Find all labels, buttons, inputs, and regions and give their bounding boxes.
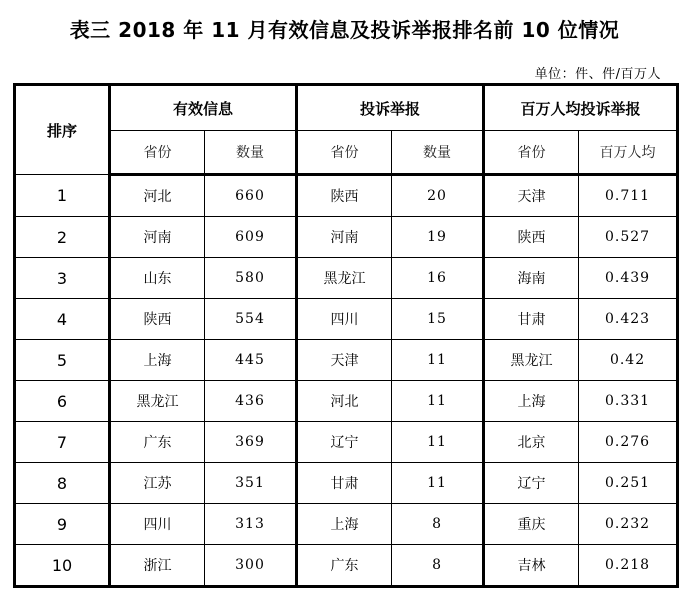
complaint-count-cell: 16 — [392, 258, 484, 299]
ranking-table — [13, 83, 679, 588]
per-million-value-cell: 0.42 — [579, 340, 678, 381]
valid-info-count-cell: 351 — [205, 463, 297, 504]
per-million-value-cell: 0.251 — [579, 463, 678, 504]
per-million-value-cell: 0.423 — [579, 299, 678, 340]
province-header: 省份 — [484, 131, 579, 175]
per-million-province-cell: 黑龙江 — [484, 340, 579, 381]
per-million-header: 百万人均投诉举报 — [484, 85, 678, 131]
rank-header: 排序 — [15, 85, 110, 175]
table-row — [15, 381, 678, 422]
complaint-count-cell: 19 — [392, 217, 484, 258]
per-million-value-cell: 0.439 — [579, 258, 678, 299]
valid-info-header: 有效信息 — [110, 85, 297, 131]
valid-info-province-cell: 山东 — [110, 258, 205, 299]
valid-info-province-cell: 陕西 — [110, 299, 205, 340]
count-header: 数量 — [205, 131, 297, 175]
per-million-province-cell: 重庆 — [484, 504, 579, 545]
complaint-count-cell: 20 — [392, 175, 484, 217]
table-body — [15, 175, 678, 587]
rank-cell: 2 — [15, 217, 110, 258]
complaint-count-cell: 8 — [392, 504, 484, 545]
complaint-count-cell: 15 — [392, 299, 484, 340]
table-row — [15, 545, 678, 587]
valid-info-province-cell: 河北 — [110, 175, 205, 217]
complaint-province-cell: 四川 — [297, 299, 392, 340]
table-row — [15, 299, 678, 340]
per-million-value-cell: 0.276 — [579, 422, 678, 463]
table-row — [15, 175, 678, 217]
complaint-province-cell: 辽宁 — [297, 422, 392, 463]
valid-info-province-cell: 黑龙江 — [110, 381, 205, 422]
per-million-value-cell: 0.218 — [579, 545, 678, 587]
valid-info-count-cell: 313 — [205, 504, 297, 545]
table-row — [15, 463, 678, 504]
complaint-count-cell: 11 — [392, 422, 484, 463]
valid-info-count-cell: 609 — [205, 217, 297, 258]
valid-info-province-cell: 四川 — [110, 504, 205, 545]
complaint-province-cell: 河南 — [297, 217, 392, 258]
rank-cell: 3 — [15, 258, 110, 299]
per-million-province-cell: 北京 — [484, 422, 579, 463]
complaint-count-cell: 8 — [392, 545, 484, 587]
valid-info-count-cell: 554 — [205, 299, 297, 340]
valid-info-count-cell: 445 — [205, 340, 297, 381]
rank-cell: 5 — [15, 340, 110, 381]
complaint-count-cell: 11 — [392, 463, 484, 504]
rank-cell: 6 — [15, 381, 110, 422]
valid-info-province-cell: 江苏 — [110, 463, 205, 504]
rank-cell: 7 — [15, 422, 110, 463]
valid-info-count-cell: 580 — [205, 258, 297, 299]
valid-info-province-cell: 浙江 — [110, 545, 205, 587]
rank-cell: 9 — [15, 504, 110, 545]
rank-cell: 4 — [15, 299, 110, 340]
count-header: 数量 — [392, 131, 484, 175]
province-header: 省份 — [297, 131, 392, 175]
table-row — [15, 340, 678, 381]
complaint-province-cell: 天津 — [297, 340, 392, 381]
unit-note: 单位：件、件/百万人 — [534, 67, 661, 82]
complaint-province-cell: 河北 — [297, 381, 392, 422]
per-million-province-cell: 甘肃 — [484, 299, 579, 340]
complaint-province-cell: 陕西 — [297, 175, 392, 217]
valid-info-count-cell: 300 — [205, 545, 297, 587]
table-row — [15, 217, 678, 258]
per-million-value-cell: 0.232 — [579, 504, 678, 545]
per-million-province-cell: 海南 — [484, 258, 579, 299]
complaint-province-cell: 广东 — [297, 545, 392, 587]
valid-info-province-cell: 上海 — [110, 340, 205, 381]
per-million-province-cell: 天津 — [484, 175, 579, 217]
valid-info-province-cell: 河南 — [110, 217, 205, 258]
per-million-province-cell: 吉林 — [484, 545, 579, 587]
page-title: 表三 2018 年 11 月有效信息及投诉举报排名前 10 位情况 — [69, 18, 620, 42]
complaint-count-cell: 11 — [392, 340, 484, 381]
complaint-province-cell: 黑龙江 — [297, 258, 392, 299]
province-header: 省份 — [110, 131, 205, 175]
per-million-province-cell: 辽宁 — [484, 463, 579, 504]
per-million-value-cell: 0.527 — [579, 217, 678, 258]
per-million-subheader: 百万人均 — [579, 131, 678, 175]
complaint-header: 投诉举报 — [297, 85, 484, 131]
per-million-value-cell: 0.331 — [579, 381, 678, 422]
complaint-province-cell: 甘肃 — [297, 463, 392, 504]
complaint-province-cell: 上海 — [297, 504, 392, 545]
table-row — [15, 422, 678, 463]
table-row — [15, 258, 678, 299]
valid-info-count-cell: 369 — [205, 422, 297, 463]
valid-info-count-cell: 436 — [205, 381, 297, 422]
valid-info-province-cell: 广东 — [110, 422, 205, 463]
per-million-value-cell: 0.711 — [579, 175, 678, 217]
rank-cell: 10 — [15, 545, 110, 587]
per-million-province-cell: 上海 — [484, 381, 579, 422]
complaint-count-cell: 11 — [392, 381, 484, 422]
table-row — [15, 504, 678, 545]
rank-cell: 1 — [15, 175, 110, 217]
rank-cell: 8 — [15, 463, 110, 504]
per-million-province-cell: 陕西 — [484, 217, 579, 258]
valid-info-count-cell: 660 — [205, 175, 297, 217]
